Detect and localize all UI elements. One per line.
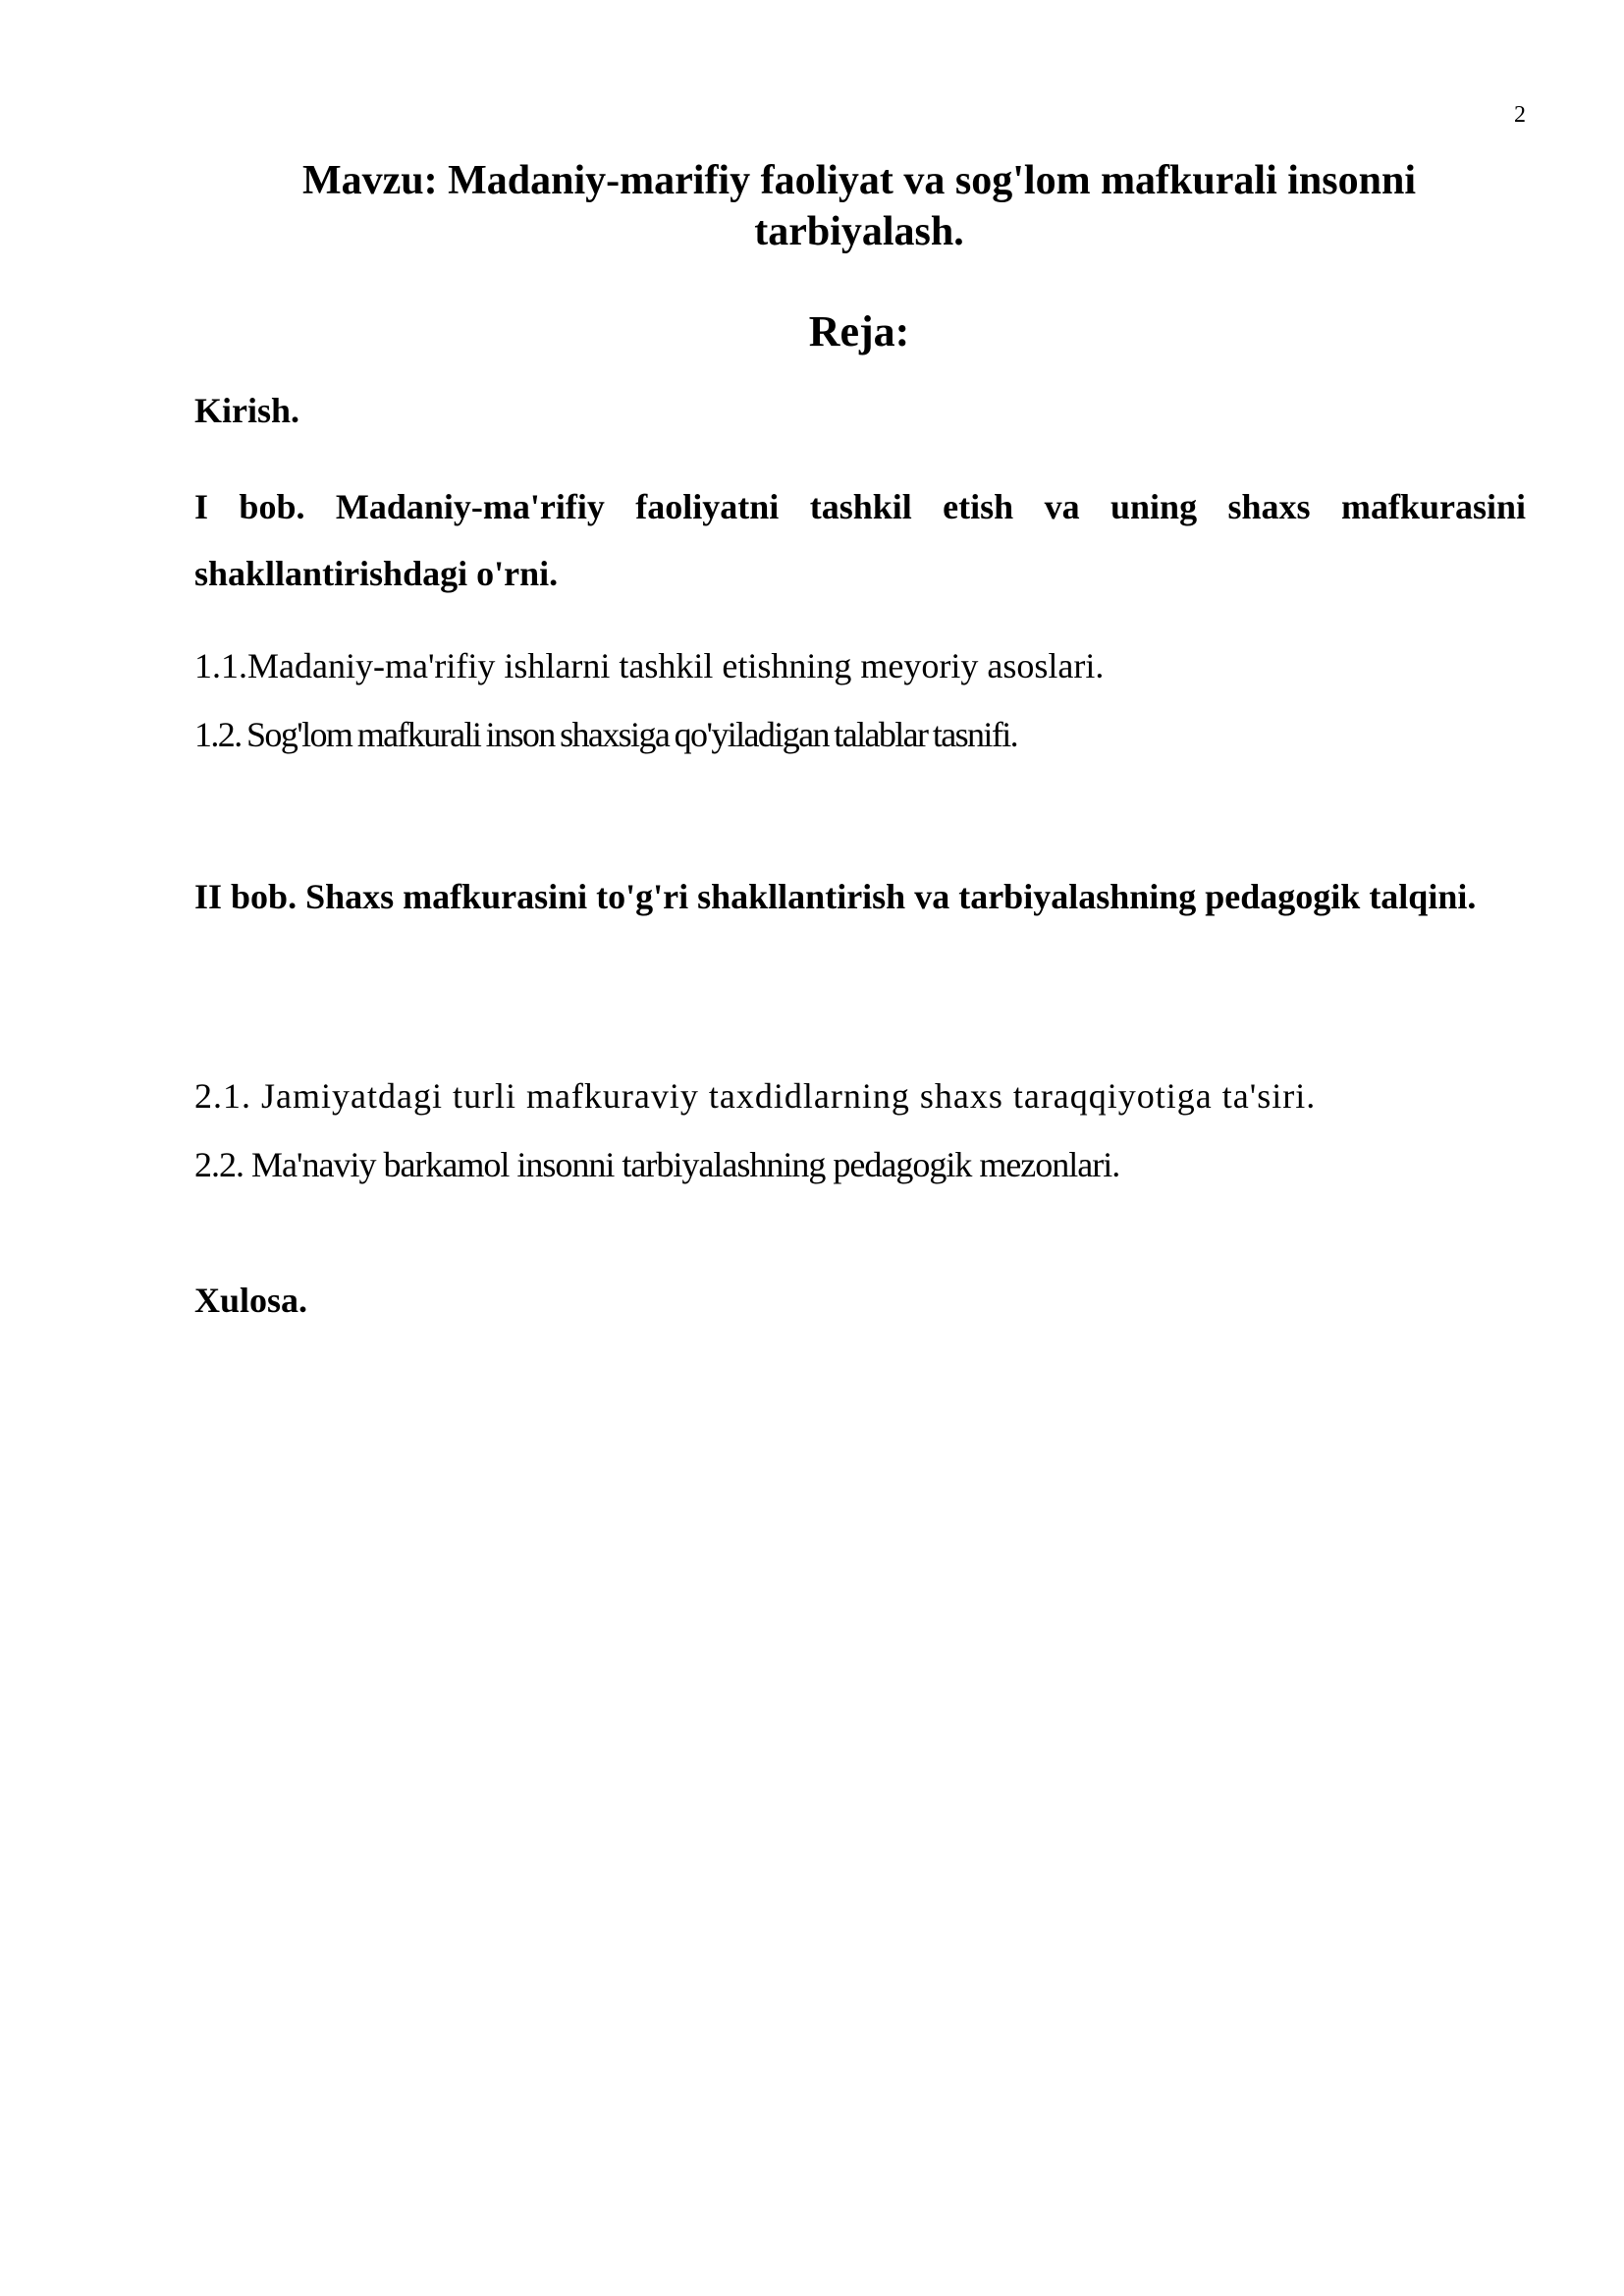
introduction-entry: Kirish.: [194, 391, 300, 430]
chapter-1-item-1: 1.1.Madaniy-ma'rifiy ishlarni tashkil etishning meyoriy asoslari.: [194, 646, 1105, 685]
chapter-1-title: I bob. Madaniy-ma'rifiy faoliyatni tashkil etish va uning shaxs mafkurasini shakllantirishdagi o'rni.: [194, 487, 1526, 593]
chapter-1-item-2: 1.2. Sog'lom mafkurali inson shaxsiga qo'yiladigan talablar tasnifi.: [194, 715, 1018, 754]
chapter-2-item-2: 2.2. Ma'naviy barkamol insonni tarbiyalashning pedagogik mezonlari.: [194, 1145, 1120, 1184]
chapter-2-item-1: 2.1. Jamiyatdagi turli mafkuraviy taxdidlarning shaxs taraqqiyotiga ta'siri.: [194, 1076, 1317, 1116]
page-number: 2: [1514, 102, 1526, 128]
document-title: Mavzu: Madaniy-marifiy faoliyat va sog'lom mafkurali insonni tarbiyalash.: [302, 158, 1416, 254]
conclusion-entry: Xulosa.: [194, 1281, 308, 1320]
chapter-2-title: II bob. Shaxs mafkurasini to'g'ri shakllantirish va tarbiyalashning pedagogik talqini.: [194, 877, 1477, 916]
plan-heading: Reja:: [808, 307, 910, 355]
